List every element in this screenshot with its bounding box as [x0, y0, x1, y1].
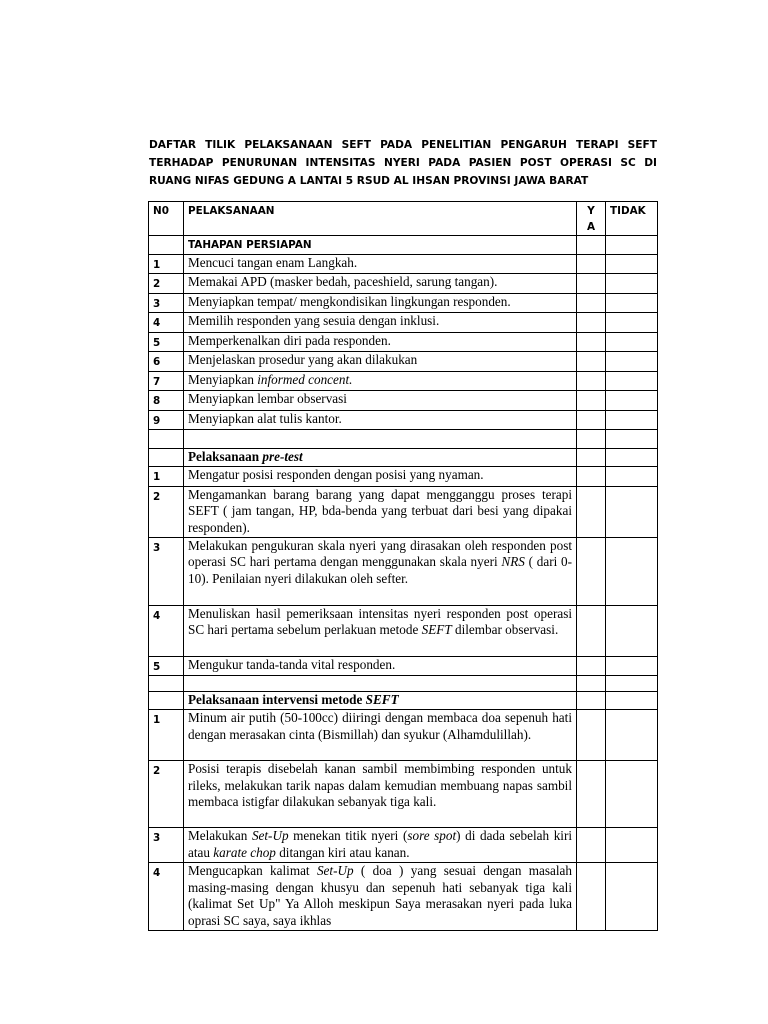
ya-cell[interactable] [577, 828, 606, 863]
text-part-italic: Set-Up [316, 863, 354, 878]
row-text: Memperkenalkan diri pada responden. [184, 332, 577, 352]
row-no: 3 [149, 828, 184, 863]
table-row [149, 410, 658, 430]
row-no: 3 [149, 293, 184, 313]
header-ya-2: A [586, 221, 596, 233]
text-part-italic: informed concent. [257, 371, 353, 387]
row-text: Memilih responden yang sesuia dengan inklusi. [184, 313, 577, 333]
tidak-cell[interactable] [606, 352, 658, 372]
row-no: 4 [149, 605, 184, 656]
row-text [184, 537, 577, 605]
section-row [149, 236, 658, 255]
text-part: ( doa ) yang sesuai dengan masalah masing-masing dengan khusyu dan sepenuh hati sebanyak tiga kali (kalimat Set Up" Ya Alloh meskipun Saya merasakan nyeri pada luka oprasi SC saya, saya ikhlas [188, 863, 572, 928]
row-no: 5 [149, 656, 184, 676]
text-part-italic: SEFT [421, 622, 452, 637]
ya-cell[interactable] [577, 274, 606, 294]
text-part: Menyiapkan [188, 371, 258, 387]
row-text [184, 371, 577, 391]
ya-cell[interactable] [577, 710, 606, 761]
row-no: 1 [149, 467, 184, 487]
ya-cell[interactable] [577, 486, 606, 537]
row-no: 5 [149, 332, 184, 352]
row-text: Menjelaskan prosedur yang akan dilakukan [184, 352, 577, 372]
tidak-cell[interactable] [606, 656, 658, 676]
section-heading-pretest [184, 449, 577, 467]
header-tidak: TIDAK [606, 202, 658, 236]
header-no: N0 [149, 202, 184, 236]
header-pelaksanaan: PELAKSANAAN [184, 202, 577, 236]
table-row [149, 371, 658, 391]
table-row [149, 828, 658, 863]
checklist-table [148, 201, 658, 931]
text-part: dilembar observasi. [451, 622, 559, 637]
spacer-row [149, 676, 658, 692]
table-row [149, 537, 658, 605]
ya-cell[interactable] [577, 863, 606, 931]
section-heading-intervensi [184, 692, 577, 710]
tidak-cell[interactable] [606, 761, 658, 828]
tidak-cell[interactable] [606, 371, 658, 391]
row-text: Menyiapkan lembar observasi [184, 391, 577, 411]
heading-part: Pelaksanaan [188, 449, 263, 464]
row-no: 8 [149, 391, 184, 411]
text-part: Melakukan pengukuran skala nyeri yang dirasakan oleh responden post operasi SC hari pertama dengan menggunakan skala nyeri [188, 537, 572, 569]
header-ya-1: Y [587, 205, 595, 217]
tidak-cell[interactable] [606, 313, 658, 333]
ya-cell[interactable] [577, 656, 606, 676]
row-no: 6 [149, 352, 184, 372]
heading-part: Pelaksanaan intervensi metode [188, 692, 366, 707]
row-text [184, 605, 577, 656]
row-no: 1 [149, 710, 184, 761]
tidak-cell[interactable] [606, 274, 658, 294]
tidak-cell[interactable] [606, 410, 658, 430]
header-ya [577, 202, 606, 236]
tidak-cell[interactable] [606, 332, 658, 352]
tidak-cell[interactable] [606, 863, 658, 931]
table-row [149, 332, 658, 352]
table-row [149, 761, 658, 828]
text-part: ditangan kiri atau kanan. [275, 844, 410, 860]
table-row [149, 274, 658, 294]
ya-cell[interactable] [577, 761, 606, 828]
row-no: 4 [149, 863, 184, 931]
table-row [149, 710, 658, 761]
ya-cell[interactable] [577, 352, 606, 372]
tidak-cell[interactable] [606, 293, 658, 313]
tidak-cell[interactable] [606, 254, 658, 274]
section-row [149, 449, 658, 467]
tidak-cell[interactable] [606, 467, 658, 487]
text-part-italic: Set-Up [251, 828, 289, 843]
row-no: 7 [149, 371, 184, 391]
row-text: Menyiapkan alat tulis kantor. [184, 410, 577, 430]
table-row [149, 656, 658, 676]
row-no: 9 [149, 410, 184, 430]
table-row [149, 293, 658, 313]
ya-cell[interactable] [577, 313, 606, 333]
text-part: ( dari 0-10). Penilaian nyeri dilakukan oleh sefter. [188, 554, 572, 586]
ya-cell[interactable] [577, 391, 606, 411]
ya-cell[interactable] [577, 371, 606, 391]
text-part: Melakukan [188, 828, 252, 843]
tidak-cell[interactable] [606, 391, 658, 411]
text-part-italic: sore spot [407, 828, 457, 843]
heading-part-italic: pre-test [262, 449, 303, 464]
row-text: Mengatur posisi responden dengan posisi yang nyaman. [184, 467, 577, 487]
row-no: 2 [149, 761, 184, 828]
section-row [149, 692, 658, 710]
ya-cell[interactable] [577, 293, 606, 313]
table-row [149, 352, 658, 372]
row-text: Mengamankan barang barang yang dapat mengganggu proses terapi SEFT ( jam tangan, HP, bda-benda yang terbuat dari besi yang dipakai responden). [184, 486, 577, 537]
ya-cell[interactable] [577, 332, 606, 352]
table-row [149, 486, 658, 537]
ya-cell[interactable] [577, 254, 606, 274]
spacer-row [149, 430, 658, 449]
row-no: 2 [149, 274, 184, 294]
row-no: 4 [149, 313, 184, 333]
tidak-cell[interactable] [606, 486, 658, 537]
text-part: ) di dada sebelah kiri atau [188, 828, 573, 860]
text-part: Mengucapkan kalimat [188, 863, 317, 878]
row-text: Mencuci tangan enam Langkah. [184, 254, 577, 274]
tidak-cell[interactable] [606, 537, 658, 605]
tidak-cell[interactable] [606, 605, 658, 656]
table-row [149, 313, 658, 333]
ya-cell[interactable] [577, 537, 606, 605]
text-part-italic: karate chop [213, 844, 276, 860]
table-row [149, 863, 658, 931]
document-title: DAFTAR TILIK PELAKSANAAN SEFT PADA PENELITIAN PENGARUH TERAPI SEFT TERHADAP PENURUNAN INTENSITAS NYERI PADA PASIEN POST OPERASI SC DI RUANG NIFAS GEDUNG A LANTAI 5 RSUD AL IHSAN PROVINSI JAWA BARAT [149, 139, 657, 187]
row-text: Posisi terapis disebelah kanan sambil membimbing responden untuk rileks, melakukan tarik napas dalam kemudian membuang napas sambil membaca istigfar dilakukan sebanyak tiga kali. [184, 761, 577, 828]
ya-cell[interactable] [577, 467, 606, 487]
ya-cell[interactable] [577, 605, 606, 656]
text-part: Menuliskan hasil pemeriksaan intensitas nyeri responden post operasi SC hari pertama sebelum perlakuan metode [188, 605, 572, 637]
tidak-cell[interactable] [606, 828, 658, 863]
row-text: Menyiapkan tempat/ mengkondisikan lingkungan responden. [184, 293, 577, 313]
row-text [184, 863, 577, 931]
row-text: Minum air putih (50-100cc) diiringi dengan membaca doa sepenuh hati dengan merasakan cinta (Bismillah) dan syukur (Alhamdulillah). [184, 710, 577, 761]
table-row [149, 467, 658, 487]
text-part-italic: NRS [501, 554, 525, 569]
heading-part-italic: SEFT [365, 692, 399, 707]
row-text: Mengukur tanda-tanda vital responden. [184, 656, 577, 676]
table-row [149, 605, 658, 656]
row-no: 1 [149, 254, 184, 274]
row-text [184, 828, 577, 863]
header-row [149, 202, 658, 236]
row-text: Memakai APD (masker bedah, paceshield, sarung tangan). [184, 274, 577, 294]
tidak-cell[interactable] [606, 710, 658, 761]
row-no: 2 [149, 486, 184, 537]
section-heading-persiapan: TAHAPAN PERSIAPAN [184, 236, 577, 255]
table-row [149, 254, 658, 274]
row-no: 3 [149, 537, 184, 605]
ya-cell[interactable] [577, 410, 606, 430]
table-row [149, 391, 658, 411]
text-part: menekan titik nyeri ( [288, 828, 408, 843]
